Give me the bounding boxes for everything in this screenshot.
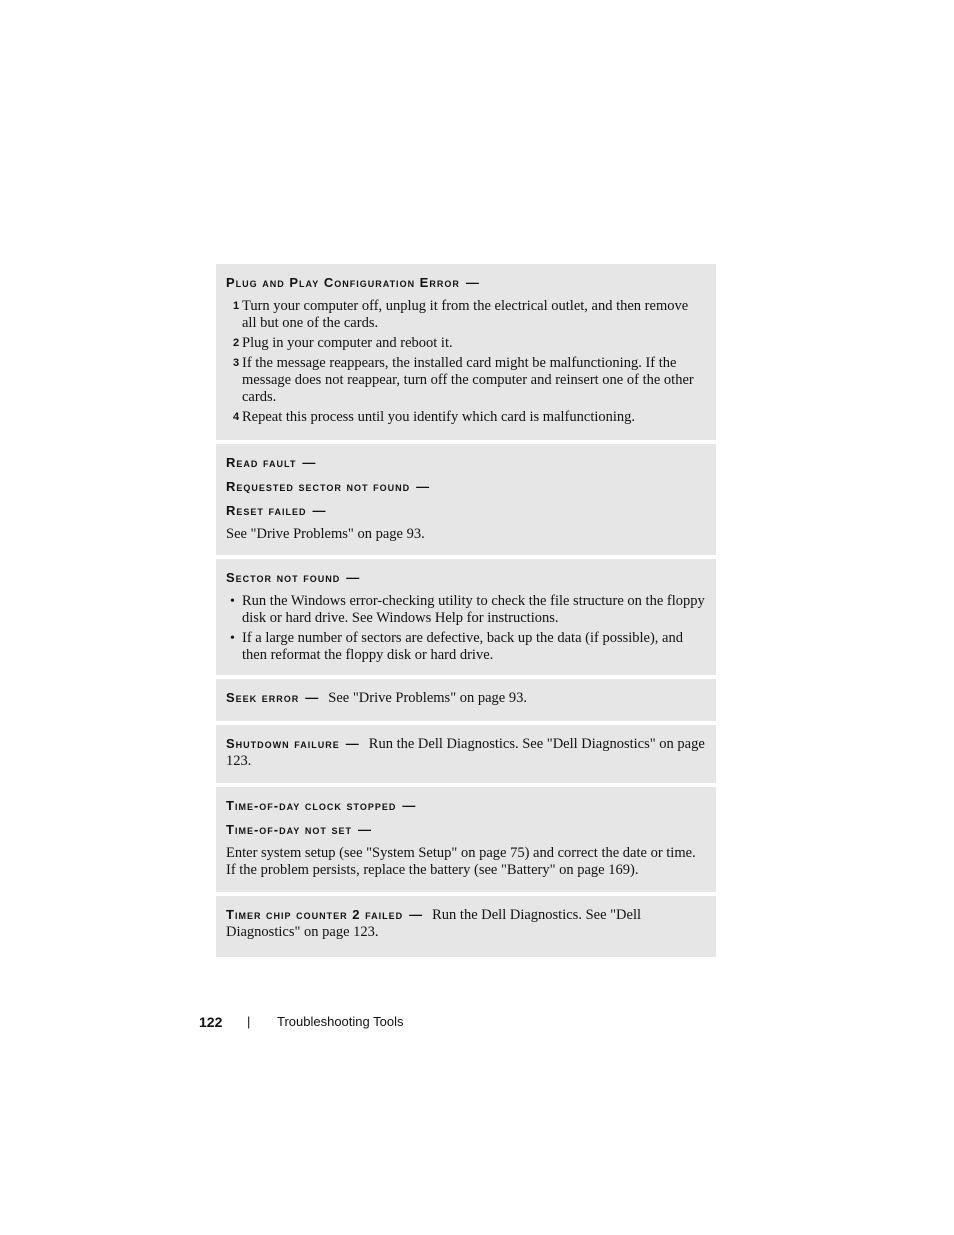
list-item: 1 Turn your computer off, unplug it from the electrical outlet, and then remove all but one of the cards.	[233, 298, 689, 331]
step-number: 3	[233, 357, 240, 369]
footer-title: Troubleshooting Tools	[277, 1014, 404, 1029]
sector-bullets	[226, 593, 706, 664]
shutdown-failure-text: Run the Dell Diagnostics. See "Dell Diagnostics" on page 123.	[226, 736, 705, 769]
heading-dash: —	[409, 907, 423, 922]
sector-not-found-block	[216, 559, 716, 675]
timer-chip-block	[216, 896, 716, 957]
sector-not-found-heading: Sector not found	[226, 570, 341, 585]
step-number: 2	[233, 337, 240, 349]
requested-sector-heading: Requested sector not found	[226, 479, 411, 494]
pnp-steps	[226, 298, 706, 426]
list-item: • Run the Windows error-checking utility to check the file structure on the floppy disk or hard drive. See Windows Help for instructions.	[230, 593, 705, 626]
shutdown-failure-block	[216, 725, 716, 783]
shutdown-failure-heading: Shutdown failure	[226, 736, 340, 751]
list-item: 3 If the message reappears, the installed card might be malfunctioning. If the message does not reappear, turn off the computer and reinsert one of the other cards.	[233, 355, 694, 405]
heading-dash: —	[302, 455, 316, 470]
time-of-day-text: Enter system setup (see "System Setup" on page 75) and correct the date or time. If the problem persists, replace the battery (see "Battery" on page 169).	[226, 845, 696, 878]
step-number: 4	[233, 411, 240, 423]
heading-dash: —	[465, 275, 479, 290]
timer-chip-text: Run the Dell Diagnostics. See "Dell Diagnostics" on page 123.	[226, 907, 642, 940]
seek-error-heading: Seek error	[226, 690, 300, 705]
footer-separator: |	[247, 1014, 251, 1029]
read-fault-text: See "Drive Problems" on page 93.	[226, 526, 425, 542]
list-item: 2 Plug in your computer and reboot it.	[233, 335, 453, 351]
heading-dash: —	[416, 479, 430, 494]
heading-dash: —	[346, 570, 360, 585]
heading-dash: —	[358, 822, 371, 837]
heading-dash: —	[345, 736, 359, 751]
time-of-day-block	[216, 787, 716, 892]
step-number: 1	[233, 300, 240, 312]
timer-chip-heading: Timer chip counter 2 failed	[226, 907, 404, 922]
clock-stopped-heading: Time-of-day clock stopped	[226, 798, 397, 813]
read-fault-heading: Read fault	[226, 455, 297, 470]
reset-failed-heading: Reset failed	[226, 503, 307, 518]
list-item: • If a large number of sectors are defective, back up the data (if possible), and then reformat the floppy disk or hard drive.	[230, 630, 683, 663]
bullet-icon: •	[230, 594, 235, 609]
bullet-icon: •	[230, 631, 235, 646]
seek-error-block	[216, 679, 716, 721]
not-set-heading: Time-of-day not set	[226, 822, 352, 837]
heading-dash: —	[402, 798, 416, 813]
list-item: 4 Repeat this process until you identify which card is malfunctioning.	[233, 409, 636, 425]
seek-error-text: See "Drive Problems" on page 93.	[328, 690, 527, 706]
read-fault-block	[216, 444, 716, 555]
pnp-error-heading: Plug and Play Configuration Error	[226, 275, 460, 290]
heading-dash: —	[305, 690, 319, 705]
page-number: 122	[199, 1014, 223, 1030]
pnp-error-block	[216, 264, 716, 440]
heading-dash: —	[312, 503, 326, 518]
message-list	[216, 264, 716, 961]
